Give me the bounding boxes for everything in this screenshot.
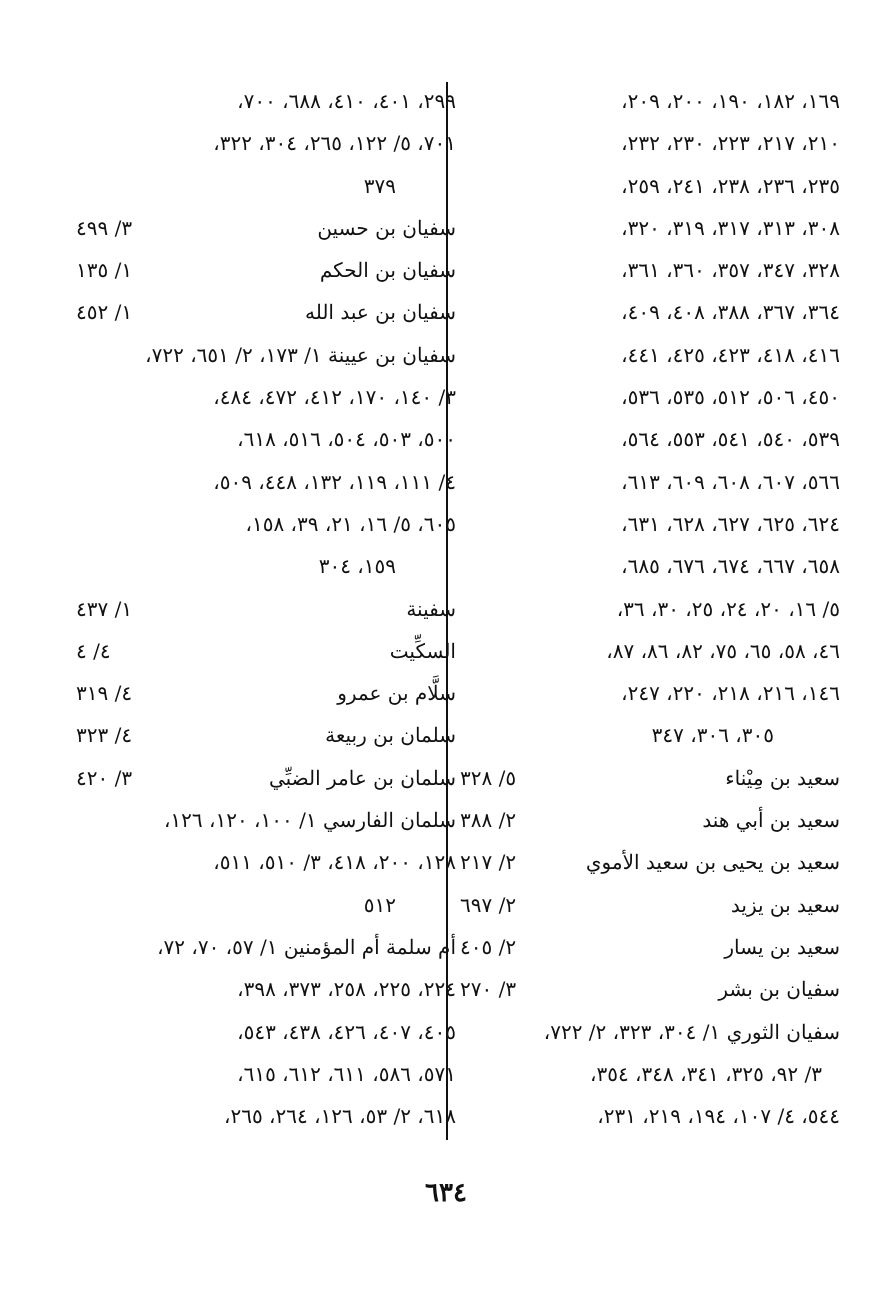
entry-reference: ٢/ ٦٩٧	[460, 892, 517, 917]
index-continuation-line	[460, 461, 840, 503]
index-continuation-line	[76, 884, 456, 926]
line-text: ٤١٦، ٤١٨، ٤٢٣، ٤٢٥، ٤٤١،	[621, 342, 840, 367]
entry-name: سعيد بن مِيْناء	[725, 765, 840, 790]
entry-reference: ٢/ ٣٨٨	[460, 808, 517, 833]
index-continuation-line	[460, 291, 840, 333]
entry-name: سفيان بن الحكم	[319, 258, 456, 283]
entry-name: سفينة	[406, 596, 456, 621]
line-text: ٥٠٠، ٥٠٣، ٥٠٤، ٥١٦، ٦١٨،	[237, 427, 456, 452]
index-entry	[76, 630, 456, 672]
line-text: ٥٦٦، ٦٠٧، ٦٠٨، ٦٠٩، ٦١٣،	[621, 469, 840, 494]
line-text: سفيان بن عيينة ١/ ١٧٣، ٢/ ٦٥١، ٧٢٢،	[145, 342, 456, 367]
entry-reference: ١/ ١٣٥	[76, 258, 133, 283]
index-continuation-line	[76, 165, 456, 207]
entry-name: سعيد بن يزيد	[730, 892, 840, 917]
entry-name: سعيد بن يحيى بن سعيد الأموي	[585, 850, 840, 875]
line-text: ٦٥٨، ٦٦٧، ٦٧٤، ٦٧٦، ٦٨٥،	[621, 554, 840, 579]
entry-reference: ١/ ٤٥٢	[76, 300, 133, 325]
index-continuation-line	[460, 714, 840, 756]
index-continuation-line	[76, 545, 456, 587]
index-continuation-line	[76, 1053, 456, 1095]
index-continuation-line	[460, 588, 840, 630]
line-text: ١٤٦، ٢١٦، ٢١٨، ٢٢٠، ٢٤٧،	[621, 681, 840, 706]
index-entry	[76, 799, 456, 841]
index-continuation-line	[76, 461, 456, 503]
line-text: ٢٢٤، ٢٢٥، ٢٥٨، ٣٧٣، ٣٩٨،	[237, 977, 456, 1002]
line-text: ٣٧٩	[363, 173, 396, 198]
line-text: ٦٢٤، ٦٢٥، ٦٢٧، ٦٢٨، ٦٣١،	[621, 511, 840, 536]
index-continuation-line	[460, 418, 840, 460]
index-entry	[460, 926, 840, 968]
index-continuation-line	[76, 503, 456, 545]
index-continuation-line	[460, 503, 840, 545]
index-entry	[76, 249, 456, 291]
index-continuation-line	[76, 418, 456, 460]
index-continuation-line	[460, 672, 840, 714]
left-index-column	[76, 80, 456, 1137]
index-continuation-line	[76, 376, 456, 418]
index-entry	[76, 291, 456, 333]
index-continuation-line	[460, 1095, 840, 1137]
entry-name: سفيان بن بشر	[718, 977, 840, 1002]
entry-reference: ٢/ ٤٠٥	[460, 934, 517, 959]
line-text: ٥٣٩، ٥٤٠، ٥٤١، ٥٥٣، ٥٦٤،	[621, 427, 840, 452]
line-text: ٤٦، ٥٨، ٦٥، ٧٥، ٨٢، ٨٦، ٨٧،	[606, 638, 840, 663]
entry-name: السكِّيت	[389, 638, 456, 663]
index-entry	[460, 757, 840, 799]
line-text: ٦٠٥، ٥/ ١٦، ٢١، ٣٩، ١٥٨،	[245, 511, 456, 536]
index-entry	[76, 757, 456, 799]
line-text: ٣٠٥، ٣٠٦، ٣٤٧	[651, 723, 774, 748]
line-text: ٢٣٥، ٢٣٦، ٢٣٨، ٢٤١، ٢٥٩،	[621, 173, 840, 198]
index-entry	[76, 588, 456, 630]
index-entry	[460, 841, 840, 883]
index-continuation-line	[460, 334, 840, 376]
index-entry	[460, 799, 840, 841]
index-entry	[460, 884, 840, 926]
entry-reference: ٣/ ٤٩٩	[76, 215, 133, 240]
line-text: ١٢٨، ٢٠٠، ٤١٨، ٣/ ٥١٠، ٥١١،	[213, 850, 456, 875]
entry-reference: ٥/ ٣٢٨	[460, 765, 517, 790]
line-text: ٤/ ١١١، ١١٩، ١٣٢، ٤٤٨، ٥٠٩،	[213, 469, 456, 494]
index-entry	[76, 207, 456, 249]
line-text: ٥١٢	[363, 892, 396, 917]
index-continuation-line	[460, 80, 840, 122]
line-text: ٣/ ٩٢، ٣٢٥، ٣٤١، ٣٤٨، ٣٥٤،	[590, 1061, 822, 1086]
entry-name: سلمان بن ربيعة	[325, 723, 456, 748]
index-continuation-line	[460, 207, 840, 249]
entry-reference: ٣/ ٢٧٠	[460, 977, 517, 1002]
index-continuation-line	[76, 80, 456, 122]
index-entry	[76, 334, 456, 376]
entry-reference: ٣/ ٤٢٠	[76, 765, 133, 790]
index-entry	[76, 926, 456, 968]
entry-reference: ٤/ ٣٢٣	[76, 723, 133, 748]
line-text: ٦١٨، ٢/ ٥٣، ١٢٦، ٢٦٤، ٢٦٥،	[224, 1104, 456, 1129]
entry-name: سعيد بن يسار	[724, 934, 840, 959]
index-continuation-line	[460, 630, 840, 672]
line-text: سفيان الثوري ١/ ٣٠٤، ٣٢٣، ٢/ ٧٢٢،	[543, 1019, 840, 1044]
right-index-column	[460, 80, 840, 1137]
index-entry	[76, 714, 456, 756]
line-text: ٥٤٤، ٤/ ١٠٧، ١٩٤، ٢١٩، ٢٣١،	[597, 1104, 840, 1129]
line-text: ٣٦٤، ٣٦٧، ٣٨٨، ٤٠٨، ٤٠٩،	[621, 300, 840, 325]
index-continuation-line	[76, 968, 456, 1010]
line-text: ٥٧١، ٥٨٦، ٦١١، ٦١٢، ٦١٥،	[237, 1061, 456, 1086]
line-text: ٣٢٨، ٣٤٧، ٣٥٧، ٣٦٠، ٣٦١،	[621, 258, 840, 283]
index-continuation-line	[460, 165, 840, 207]
entry-name: سفيان بن حسين	[317, 215, 456, 240]
line-text: ٣٠٨، ٣١٣، ٣١٧، ٣١٩، ٣٢٠،	[621, 215, 840, 240]
line-text: ٢٩٩، ٤٠١، ٤١٠، ٦٨٨، ٧٠٠،	[237, 89, 456, 113]
index-continuation-line	[460, 249, 840, 291]
index-continuation-line	[76, 1095, 456, 1137]
index-continuation-line	[460, 122, 840, 164]
page-number: ٦٣٤	[425, 1178, 467, 1208]
index-continuation-line	[460, 545, 840, 587]
index-entry	[460, 968, 840, 1010]
index-continuation-line	[460, 376, 840, 418]
line-text: ٧٠١، ٥/ ١٢٢، ٢٦٥، ٣٠٤، ٣٢٢،	[213, 131, 456, 156]
entry-name: سعيد بن أبي هند	[702, 808, 840, 833]
line-text: ١٦٩، ١٨٢، ١٩٠، ٢٠٠، ٢٠٩،	[621, 89, 840, 113]
line-text: ٥/ ١٦، ٢٠، ٢٤، ٢٥، ٣٠، ٣٦،	[616, 596, 840, 621]
entry-name: سلمان بن عامر الضبِّي	[268, 765, 456, 790]
index-continuation-line	[76, 122, 456, 164]
line-text: ٤٠٥، ٤٠٧، ٤٢٦، ٤٣٨، ٥٤٣،	[237, 1019, 456, 1044]
entry-reference: ٤/ ٤	[76, 638, 111, 663]
entry-name: سلَّام بن عمرو	[337, 681, 456, 706]
line-text: ٢١٠، ٢١٧، ٢٢٣، ٢٣٠، ٢٣٢،	[621, 131, 840, 156]
entry-reference: ١/ ٤٣٧	[76, 596, 133, 621]
index-continuation-line	[76, 841, 456, 883]
entry-name: سفيان بن عبد الله	[304, 300, 456, 325]
entry-reference: ٤/ ٣١٩	[76, 681, 133, 706]
entry-reference: ٢/ ٢١٧	[460, 850, 517, 875]
line-text: سلمان الفارسي ١/ ١٠٠، ١٢٠، ١٢٦،	[163, 808, 456, 833]
line-text: ٣/ ١٤٠، ١٧٠، ٤١٢، ٤٧٢، ٤٨٤،	[213, 385, 456, 410]
line-text: ١٥٩، ٣٠٤	[318, 554, 396, 579]
index-entry	[460, 1011, 840, 1053]
index-continuation-line	[76, 1011, 456, 1053]
index-continuation-line	[460, 1053, 840, 1095]
line-text: أم سلمة أم المؤمنين ١/ ٥٧، ٧٠، ٧٢،	[157, 934, 456, 959]
line-text: ٤٥٠، ٥٠٦، ٥١٢، ٥٣٥، ٥٣٦،	[621, 385, 840, 410]
index-entry	[76, 672, 456, 714]
